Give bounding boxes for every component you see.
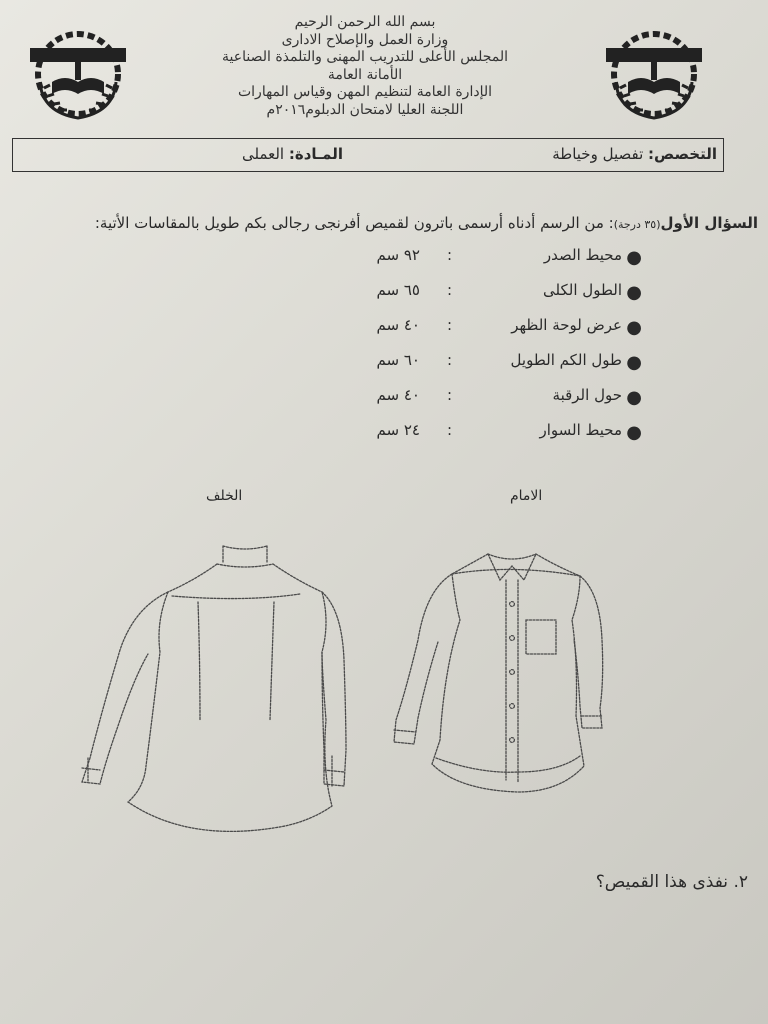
measurement-value: ٤٠ سم (376, 316, 420, 334)
council-name: المجلس الأعلى للتدريب المهنى والتلمذة الصناعية (222, 49, 508, 65)
book-gear-emblem-icon (598, 24, 710, 124)
secretariat-name: الأمانة العامة (327, 66, 403, 83)
subject-box (12, 138, 724, 172)
list-item (370, 386, 642, 421)
front-view-shirt (394, 554, 603, 792)
measurement-name: محيط الصدر (543, 246, 622, 264)
department-name: الإدارة العامة لتنظيم المهن وقياس المهارات (237, 84, 492, 100)
measurement-value: ٤٠ سم (376, 386, 420, 404)
bullet-icon: ● (626, 282, 642, 303)
bullet-icon: ● (626, 247, 642, 268)
measurement-value: ٦٠ سم (376, 351, 420, 369)
question-one-text: : من الرسم أدناه أرسمى باترون لقميص أفرنجى رجالى بكم طويل بالمقاسات الأتية: (94, 214, 614, 232)
measurement-separator: : (446, 316, 452, 334)
measurement-name: محيط السوار (539, 421, 622, 439)
book-gear-emblem-icon (22, 24, 134, 124)
specialty (552, 145, 717, 163)
measurement-name: عرض لوحة الظهر (511, 316, 622, 334)
shirt-sketch (60, 520, 660, 850)
specialty-value: تفصيل وخياطة (552, 145, 644, 163)
institution-logo-left (22, 24, 134, 124)
measurement-separator: : (446, 421, 452, 439)
measurement-name: طول الكم الطويل (510, 351, 622, 369)
question-one-points: (٣٥ درجة) (613, 218, 661, 231)
back-view-shirt (82, 546, 346, 831)
material (242, 145, 343, 163)
ministry-name: وزارة العمل والإصلاح الادارى (281, 31, 449, 48)
measurement-value: ٩٢ سم (376, 246, 420, 264)
question-one-label: السؤال الأول (660, 214, 758, 232)
material-label: المـادة: (288, 145, 343, 163)
measurement-separator: : (446, 281, 452, 299)
measurement-name: حول الرقبة (552, 386, 622, 404)
ministry-header (140, 14, 590, 119)
back-view-label: الخلف (206, 488, 243, 504)
measurement-separator: : (446, 246, 452, 264)
measurement-value: ٦٥ سم (376, 281, 420, 299)
bullet-icon: ● (626, 352, 642, 373)
measurement-separator: : (446, 351, 452, 369)
list-item (370, 246, 642, 281)
basmala: بسم الله الرحمن الرحيم (294, 14, 436, 30)
institution-logo-right (598, 24, 710, 124)
bullet-icon: ● (626, 317, 642, 338)
list-item (370, 421, 642, 456)
list-item (370, 316, 642, 351)
measurement-name: الطول الكلى (543, 281, 622, 299)
question-two: ٢. نفذى هذا القميص؟ (595, 872, 748, 892)
list-item (370, 281, 642, 316)
measurements-list (370, 246, 642, 456)
front-view-label: الامام (510, 488, 543, 504)
measurement-separator: : (446, 386, 452, 404)
specialty-label: التخصص: (648, 145, 717, 163)
material-value: العملى (241, 145, 285, 163)
list-item (370, 351, 642, 386)
committee-name: اللجنة العليا لامتحان الدبلوم٢٠١٦م (266, 101, 464, 118)
question-one (95, 214, 758, 232)
bullet-icon: ● (626, 422, 642, 443)
measurement-value: ٢٤ سم (376, 421, 420, 439)
bullet-icon: ● (626, 387, 642, 408)
